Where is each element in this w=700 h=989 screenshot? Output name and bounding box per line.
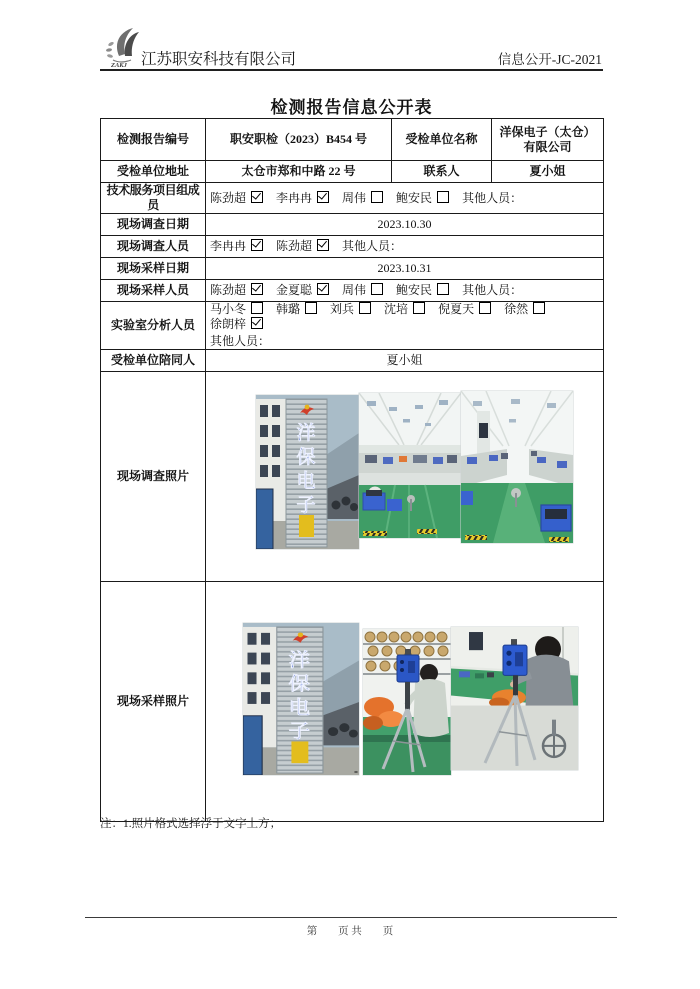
footnote: 注：1.照片格式选择浮于文字上方； [100,818,282,830]
staff-member [342,191,383,206]
photo-workshop-2 [461,391,573,543]
staff-name: 金夏聪 [276,283,313,297]
lab-staff-label: 实验室分析人员 [101,302,206,350]
sampling-photos-cell [206,582,604,822]
staff-name: 沈培 [384,302,409,316]
checkbox-checked[interactable] [251,283,263,295]
staff-name: 刘兵 [330,302,355,316]
staff-member [330,302,371,317]
doc-code: 信息公开-JC-2021 [497,52,602,67]
tech-team-members [206,183,604,214]
unit-address-value: 太仓市郑和中路 22 号 [206,161,392,183]
sampling-staff-members [206,280,604,302]
photo-building-sign [256,395,359,549]
staff-name: 倪夏天 [438,302,475,316]
staff-member [210,283,263,298]
checkbox-unchecked[interactable] [371,191,383,203]
sampling-photos-label: 现场采样照片 [101,582,206,822]
checkbox-checked[interactable] [251,239,263,251]
unit-name-label: 受检单位名称 [392,119,492,161]
checkbox-unchecked[interactable] [413,302,425,314]
page-title: 检测报告信息公开表 [270,98,433,117]
staff-name: 徐然 [504,302,529,316]
other-staff-label: 其他人员： [342,239,403,253]
staff-member [396,191,449,206]
staff-name: 李冉冉 [276,190,313,205]
company-logo [103,26,143,68]
staff-name: 鲍安民 [396,190,433,205]
checkbox-checked[interactable] [317,191,329,203]
header-divider [100,69,603,71]
checkbox-checked[interactable] [251,191,263,203]
staff-member [342,283,383,298]
survey-staff-members [206,236,604,258]
page-number: 第 页 共 页 [306,926,394,937]
photo-dash: - [354,764,358,778]
staff-name: 鲍安民 [396,283,433,297]
staff-member [438,302,491,317]
staff-name: 周伟 [342,283,367,297]
checkbox-unchecked[interactable] [371,283,383,295]
survey-date-value: 2023.10.30 [206,214,604,236]
staff-name: 陈劲超 [210,283,247,297]
survey-photos-label: 现场调查照片 [101,372,206,582]
staff-member [276,191,329,206]
report-no-label: 检测报告编号 [101,119,206,161]
contact-value: 夏小姐 [492,161,604,183]
unit-name-value: 洋保电子（太仓）有限公司 [492,119,604,161]
sampling-staff-label: 现场采样人员 [101,280,206,302]
staff-member [210,317,263,332]
staff-name: 陈劲超 [276,239,313,253]
checkbox-unchecked[interactable] [359,302,371,314]
staff-name: 陈劲超 [210,190,247,205]
staff-member [504,302,545,317]
other-staff-label: 其他人员： [210,334,271,348]
staff-member [396,283,449,298]
checkbox-unchecked[interactable] [479,302,491,314]
photo-workshop-1 [359,393,461,538]
staff-member [276,302,317,317]
checkbox-checked[interactable] [317,283,329,295]
photo-sampling-1 [363,629,451,775]
photo-sampling-2 [451,627,578,770]
staff-name: 韩璐 [276,302,301,316]
survey-date-label: 现场调查日期 [101,214,206,236]
checkbox-unchecked[interactable] [305,302,317,314]
staff-member [210,191,263,206]
staff-member [210,239,263,254]
escort-label: 受检单位陪同人 [101,350,206,372]
logo-text: ZAKJ [111,62,127,68]
staff-name: 李冉冉 [210,239,247,253]
footer-divider [85,917,617,918]
checkbox-checked[interactable] [251,317,263,329]
other-staff-label: 其他人员： [462,283,523,297]
report-info-table [100,118,604,822]
sampling-date-value: 2023.10.31 [206,258,604,280]
photo-building-sign [243,623,359,775]
checkbox-unchecked[interactable] [437,191,449,203]
checkbox-unchecked[interactable] [437,283,449,295]
checkbox-unchecked[interactable] [533,302,545,314]
staff-name: 徐朗梓 [210,317,247,331]
survey-photos-cell [206,372,604,582]
tech-team-label: 技术服务项目组成员 [101,183,206,214]
unit-address-label: 受检单位地址 [101,161,206,183]
checkbox-unchecked[interactable] [251,302,263,314]
other-staff-label: 其他人员： [462,190,523,205]
report-no-value: 职安职检（2023）B454 号 [206,119,392,161]
company-name: 江苏职安科技有限公司 [141,51,297,68]
staff-name: 周伟 [342,190,367,205]
contact-label: 联系人 [392,161,492,183]
checkbox-checked[interactable] [317,239,329,251]
staff-member [276,239,329,254]
staff-member [276,283,329,298]
escort-value: 夏小姐 [206,350,604,372]
lab-staff-members [206,302,604,350]
staff-name: 马小冬 [210,302,247,316]
sampling-date-label: 现场采样日期 [101,258,206,280]
staff-member [384,302,425,317]
staff-member [210,302,263,317]
survey-staff-label: 现场调查人员 [101,236,206,258]
